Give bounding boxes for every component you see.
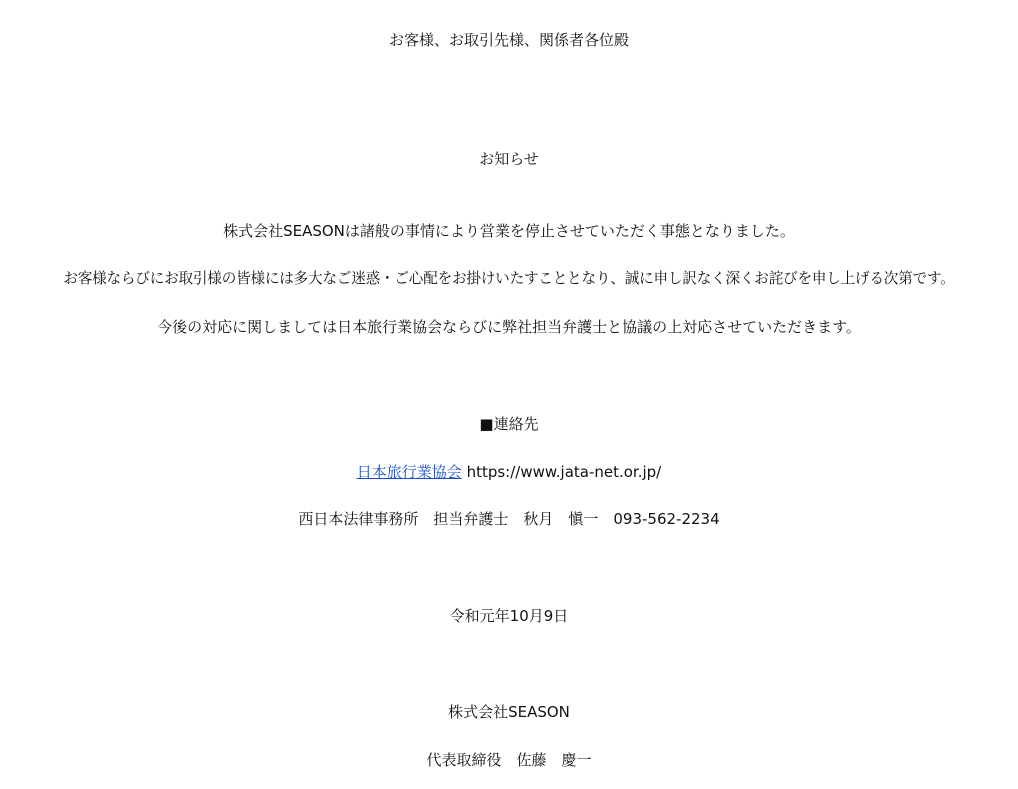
body-paragraph-1: 株式会社SEASONは諸般の事情により営業を停止させていただく事態となりました。 [223, 222, 795, 240]
notice-date: 令和元年10月9日 [449, 607, 569, 625]
association-link[interactable]: 日本旅行業協会 [356, 463, 462, 481]
signature-representative: 代表取締役 佐藤 慶一 [426, 751, 592, 769]
signature-company: 株式会社SEASON [448, 703, 570, 721]
body-paragraph-2: お客様ならびにお取引様の皆様には多大なご迷惑・ご心配をお掛けいたすこととなり、誠に申し訳なく深くお詫びを申し上げる次第です。 [63, 270, 955, 287]
association-contact-line [0, 462, 1018, 482]
body-paragraph-3: 今後の対応に関しましては日本旅行業協会ならびに弊社担当弁護士と協議の上対応させていただきます。 [157, 318, 861, 336]
contact-heading: ■連絡先 [479, 415, 539, 433]
lawyer-contact-line: 西日本法律事務所 担当弁護士 秋月 愼一 093-562-2234 [298, 510, 720, 528]
notice-title: お知らせ [479, 150, 539, 168]
association-url: https://www.jata-net.or.jp/ [466, 463, 662, 481]
salutation: お客様、お取引先様、関係者各位殿 [388, 31, 629, 49]
